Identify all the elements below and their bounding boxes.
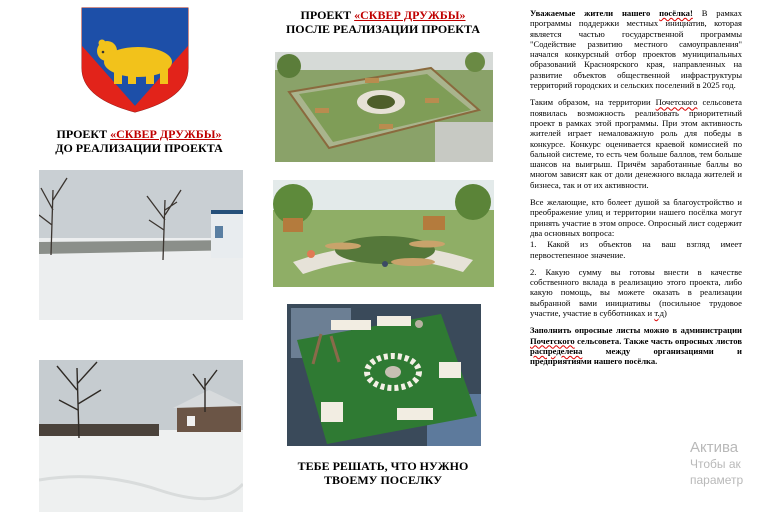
- before-photo-2: [39, 360, 243, 512]
- middle-column: [270, 0, 496, 518]
- activation-watermark: [690, 440, 760, 488]
- after-heading: [270, 8, 496, 36]
- opportunity-text-a: Таким образом, на территории: [530, 97, 656, 108]
- question-2-text: 2. Какую сумму вы готовы внести в качестве собственного вклада в реализацию этого проекта, либо какую помощь, вы можете оказать в реализации выбранной вами инициативы (посильное трудовое участие, участие в субботниках и: [530, 266, 742, 319]
- after-footer-line1: ТЕБЕ РЕШАТЬ, ЧТО НУЖНО: [297, 459, 469, 473]
- greeting-word: посёлка!: [659, 8, 693, 18]
- intro-text: В рамках программы поддержки местных инициатив, которая является частью государственной программы "Содействие развитию местного самоуправления" начался конкурсный отбор проектов муниципальных образований Красноярского края, направленных на развитие объектов общественной инфраструктуры территорий городских и сельских поселений в 2025 год.: [530, 8, 742, 91]
- left-column: [36, 0, 242, 518]
- paragraph-opportunity: [530, 97, 742, 190]
- after-render-3: [287, 304, 481, 446]
- after-footer-line2: ТВОЕМУ ПОСЕЛКУ: [323, 473, 442, 487]
- paragraph-survey: Все желающие, кто болеет душой за благоустройство и преображение улиц и территории нашего посёлка могут принять участие в этом опросе. Опросный лист содержит два основных вопроса:: [530, 197, 742, 238]
- after-render-2: [273, 180, 494, 287]
- before-heading: [36, 127, 242, 155]
- after-heading-line2: ПОСЛЕ РЕАЛИЗАЦИИ ПРОЕКТА: [285, 22, 481, 36]
- before-heading-line2: ДО РЕАЛИЗАЦИИ ПРОЕКТА: [55, 141, 223, 155]
- before-heading-name: «СКВЕР ДРУЖБЫ»: [110, 127, 222, 141]
- question-2: [530, 267, 742, 318]
- watermark-line2: Чтобы ак: [690, 457, 741, 471]
- fill-in-text-a: Заполнить опросные листы можно в администрации: [530, 325, 742, 336]
- paragraph-intro: [530, 8, 742, 90]
- fill-in-place: Почетского: [530, 335, 575, 346]
- after-footer: [270, 459, 496, 487]
- fill-in-text-c: между организациями и предприятиями нашего посёлка.: [530, 345, 742, 367]
- after-heading-prefix: ПРОЕКТ: [300, 8, 355, 22]
- watermark-line1: Актива: [690, 439, 739, 456]
- after-render-1: [275, 52, 493, 162]
- question-2-etc: т.д: [654, 308, 664, 319]
- before-heading-prefix: ПРОЕКТ: [56, 127, 111, 141]
- after-heading-name: «СКВЕР ДРУЖБЫ»: [354, 8, 466, 22]
- fill-in-distributed: распределена: [530, 345, 583, 356]
- opportunity-place: Почетского: [655, 97, 698, 108]
- fill-in-text-b: сельсовета. Также часть опросных листов: [574, 335, 742, 346]
- coat-of-arms-logo: [80, 6, 190, 114]
- question-1: 1. Какой из объектов на ваш взгляд имеет первостепенное значение.: [530, 239, 742, 260]
- watermark-line3: параметр: [690, 473, 744, 487]
- greeting: Уважаемые жители нашего: [530, 8, 660, 18]
- before-photo-1: [39, 170, 243, 320]
- announcement-text: [530, 8, 742, 374]
- paragraph-fill-in: [530, 325, 742, 366]
- opportunity-text-b: сельсовета появилась возможность реализовать приоритетный проект в рамках этой программы. При этом активность жителей играет немаловажную роль для победы в конкурсе. Конкурс оценивается краевой комиссией по бальной системе, то есть чем больше баллов, тем больше шансов на выигрыш. Причём заработанные баллы во многом зависят как от доли денежного вклада жителей и бизнеса, так и от их активности.: [530, 97, 742, 190]
- question-2-close: ): [663, 308, 667, 319]
